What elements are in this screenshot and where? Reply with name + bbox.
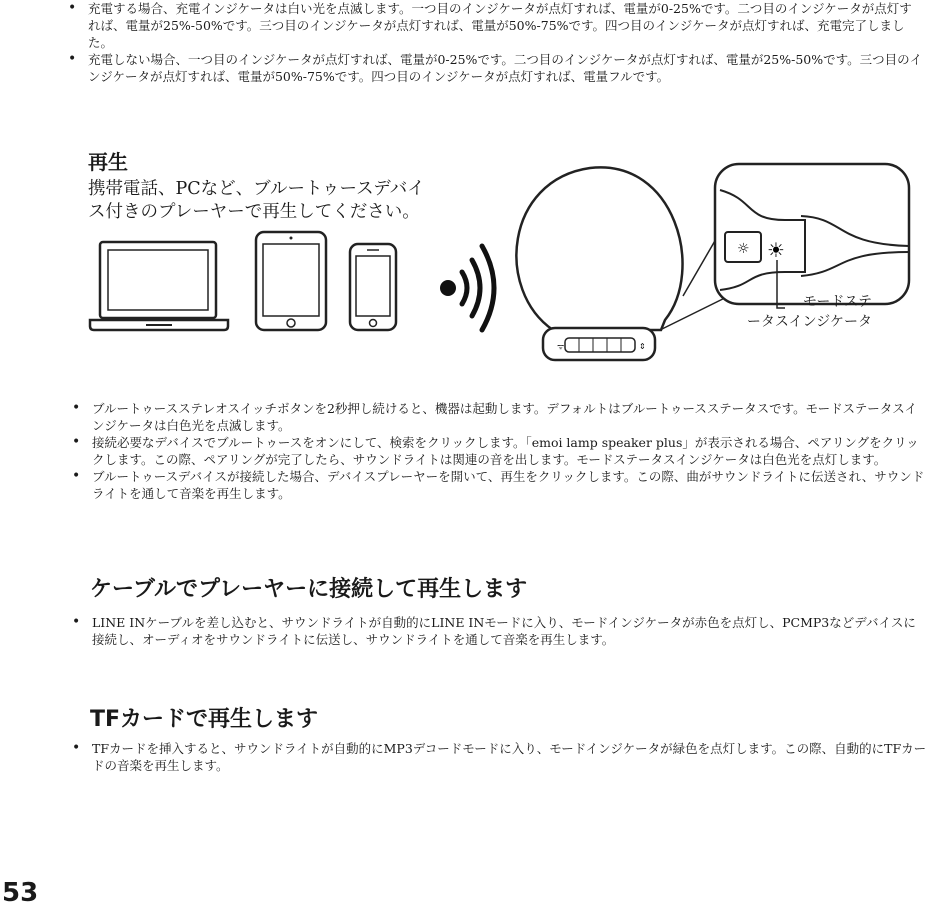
svg-text:ᯤ: ᯤ bbox=[557, 342, 565, 351]
page-number: 53 bbox=[2, 878, 39, 908]
list-item: • 接続必要なデバイスでブルートゥースをオンにして、検索をクリックします。「emoi lamp speaker plus」が表示される場合、ペアリングをクリックします。この際、ペアリングが完了したら、サウンドライトは関連の音を出します。モードステータスインジケータは白色光を点灯します。 bbox=[68, 434, 928, 468]
laptop-icon bbox=[90, 242, 228, 330]
charging-indicator-list bbox=[64, 0, 924, 85]
playback-intro-line: ス付きのプレーヤーで再生してください。 bbox=[88, 202, 420, 222]
playback-steps-list bbox=[68, 400, 928, 502]
list-item: • TFカードを挿入すると、サウンドライトが自動的にMP3デコードモードに入り、モードインジケータが緑色を点灯します。この際、自動的にTFカードの音楽を再生します。 bbox=[68, 740, 928, 774]
section-heading-tf: TFカードで再生します bbox=[90, 707, 319, 732]
tf-steps-list bbox=[68, 740, 928, 774]
section-heading-playback: 再生 bbox=[88, 150, 128, 174]
tablet-icon bbox=[256, 232, 326, 330]
list-item: • 充電しない場合、一つ目のインジケータが点灯すれば、電量が0-25%です。二つ目のインジケータが点灯すれば、電量が25%-50%です。三つ目のインジケータが点灯すれば、電量が50%-75%です。四つ目のインジケータが点灯すれば、電量フルです。 bbox=[64, 51, 924, 85]
bluetooth-waves-icon bbox=[440, 246, 494, 330]
mode-status-indicator-label bbox=[700, 292, 872, 332]
callout-line: モードステ bbox=[802, 294, 872, 310]
device-illustrations bbox=[88, 228, 508, 338]
svg-text:☀: ☀ bbox=[767, 238, 785, 262]
list-item: • ブルートゥースデバイスが接続した場合、デバイスプレーヤーを開いて、再生をクリックします。この際、曲がサウンドライトに伝送され、サウンドライトを通して音楽を再生します。 bbox=[68, 468, 928, 502]
list-item: • 充電する場合、充電インジケータは白い光を点滅します。一つ目のインジケータが点灯すれば、電量が0-25%です。二つ目のインジケータが点灯すれば、電量が25%-50%です。三つ目のインジケータが点灯すれば、電量が50%-75%です。四つ目のインジケータが点灯すれば、充電完了しました。 bbox=[64, 0, 924, 51]
playback-intro bbox=[88, 178, 488, 224]
playback-intro-line: 携帯電話、PCなど、ブルートゥースデバイ bbox=[88, 179, 425, 199]
section-heading-cable: ケーブルでプレーヤーに接続して再生します bbox=[90, 577, 528, 602]
svg-text:⇕: ⇕ bbox=[639, 342, 646, 351]
phone-icon bbox=[350, 244, 396, 330]
lamp-speaker-illustration bbox=[505, 160, 915, 370]
list-item: • LINE INケーブルを差し込むと、サウンドライトが自動的にLINE INモードに入り、モードインジケータが赤色を点灯し、PCMP3などデバイスに接続し、オーディオをサウンドライトに伝送し、サウンドライトを通して音楽を再生します。 bbox=[68, 614, 928, 648]
cable-steps-list bbox=[68, 614, 928, 648]
svg-text:☼: ☼ bbox=[737, 241, 750, 257]
callout-line: ータスインジケータ bbox=[746, 314, 872, 330]
list-item: • ブルートゥースステレオスイッチボタンを2秒押し続けると、機器は起動します。デフォルトはブルートゥースステータスです。モードステータスインジケータは白色光を点滅します。 bbox=[68, 400, 928, 434]
mode-led-icon bbox=[767, 238, 785, 262]
